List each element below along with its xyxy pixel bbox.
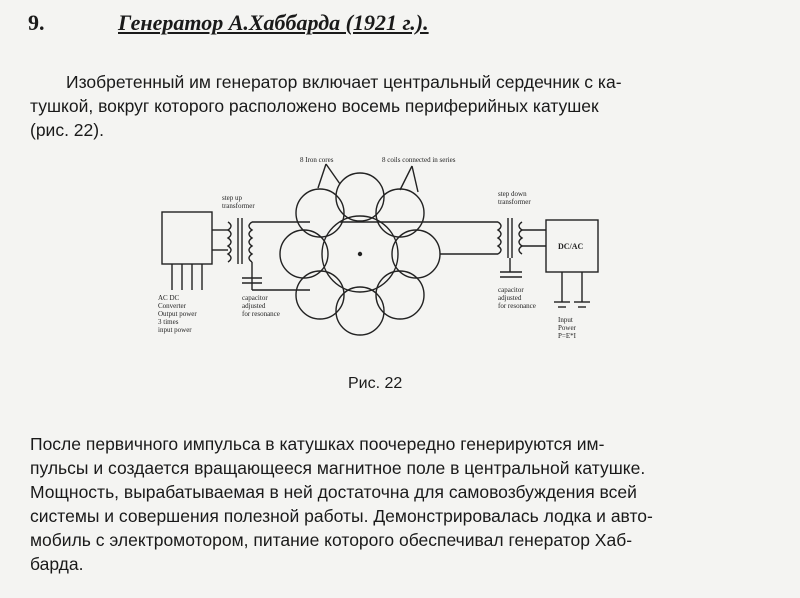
section-heading xyxy=(28,10,780,38)
peripheral-coil xyxy=(336,287,384,335)
label-step-down: step down xyxy=(498,190,527,198)
label-capacitor-right: capacitor xyxy=(498,286,524,294)
intro-paragraph xyxy=(30,70,766,142)
svg-text:Converter: Converter xyxy=(158,302,186,310)
svg-text:transformer: transformer xyxy=(498,198,531,206)
label-iron-cores: 8 Iron cores xyxy=(300,156,334,164)
section-number: 9. xyxy=(28,10,45,35)
peripheral-coil xyxy=(376,271,424,319)
acdc-converter-box xyxy=(162,212,212,264)
svg-text:3 times: 3 times xyxy=(158,318,179,326)
svg-text:P=E*I: P=E*I xyxy=(558,332,576,340)
label-capacitor-left: capacitor xyxy=(242,294,268,302)
label-coils: 8 coils connected in series xyxy=(382,156,456,164)
step-up-primary xyxy=(228,222,231,262)
section-title: Генератор А.Хаббарда (1921 г.). xyxy=(118,10,429,35)
svg-text:adjusted: adjusted xyxy=(242,302,266,310)
outro-line: Мощность, вырабатываемая в ней достаточна для самовозбуждения всей xyxy=(30,482,637,502)
figure-caption: Рис. 22 xyxy=(348,375,403,392)
outro-line: пульсы и создается вращающееся магнитное поле в центральной катушке. xyxy=(30,458,646,478)
outro-line: системы и совершения полезной работы. Демонстрировалась лодка и авто- xyxy=(30,506,653,526)
step-down-secondary xyxy=(519,222,522,254)
label-step-up: step up xyxy=(222,194,243,202)
label-dcac: DC/AC xyxy=(558,242,584,251)
step-down-primary xyxy=(498,222,501,254)
outro-line: После первичного импульса в катушках поочередно генерируются им- xyxy=(30,434,605,454)
label-acdc: AC DC xyxy=(158,294,180,302)
intro-line: Изобретенный им генератор включает центральный сердечник с ка- xyxy=(66,72,622,92)
peripheral-coil xyxy=(336,173,384,221)
generator-diagram xyxy=(150,150,610,365)
outro-paragraph xyxy=(30,432,770,576)
peripheral-coil xyxy=(296,189,344,237)
svg-text:Power: Power xyxy=(558,324,576,332)
outro-line: барда. xyxy=(30,554,84,574)
svg-text:for resonance: for resonance xyxy=(498,302,536,310)
svg-text:for resonance: for resonance xyxy=(242,310,280,318)
step-up-secondary xyxy=(249,222,252,262)
outro-line: мобиль с электромотором, питание которого обеспечивал генератор Хаб- xyxy=(30,530,633,550)
label-input-power: Input xyxy=(558,316,573,324)
svg-text:adjusted: adjusted xyxy=(498,294,522,302)
intro-line: тушкой, вокруг которого расположено восемь периферийных катушек xyxy=(30,96,599,116)
svg-text:Output power: Output power xyxy=(158,310,197,318)
svg-text:input power: input power xyxy=(158,326,192,334)
svg-text:transformer: transformer xyxy=(222,202,255,210)
intro-line: (рис. 22). xyxy=(30,120,104,140)
